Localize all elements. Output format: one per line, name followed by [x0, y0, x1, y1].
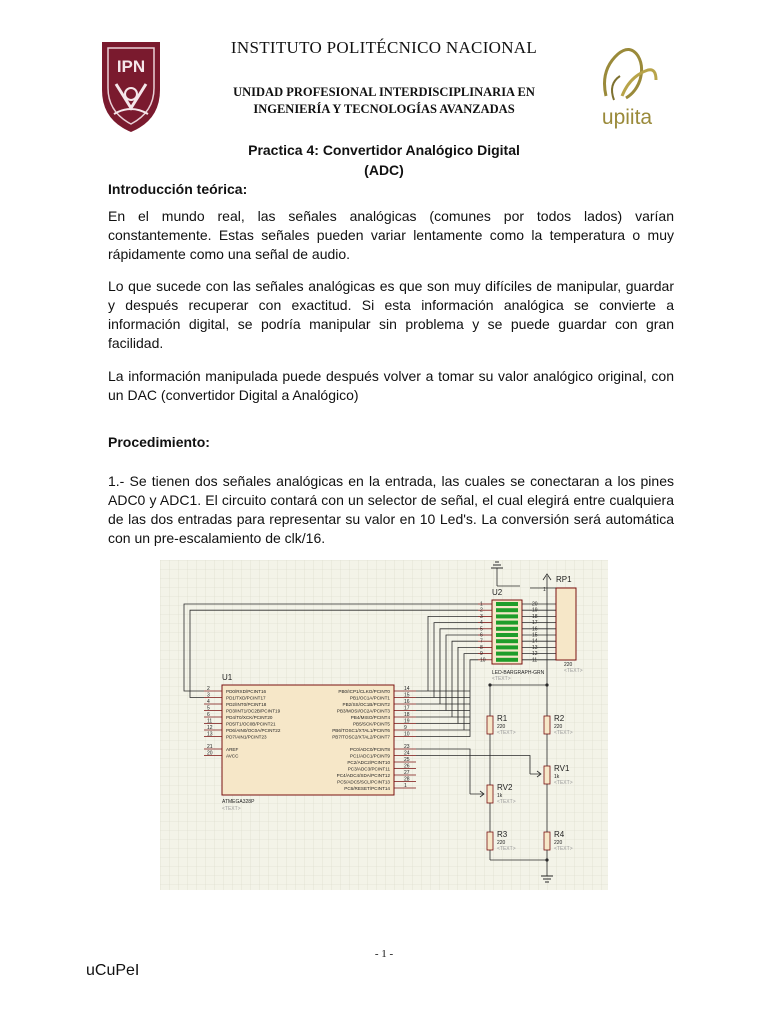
resistor-ref: RV1 — [554, 764, 570, 773]
resistor-value: 1k — [497, 793, 503, 799]
u1-left-pin-num: 21 — [207, 744, 213, 750]
u2-left-pin-num: 2 — [480, 607, 483, 614]
u1-right-pin-num: 9 — [404, 725, 407, 731]
u1-left-pin-num: 5 — [207, 705, 210, 712]
circuit-schematic — [160, 560, 608, 890]
u1-left-pin-name: PD2/INT0/PCINT18 — [226, 702, 267, 707]
resistor-value: 220 — [497, 840, 506, 846]
resistor-ref: R1 — [497, 714, 508, 723]
u2-left-pin-num: 9 — [480, 651, 483, 658]
unit-name-line2: INGENIERÍA Y TECNOLOGÍAS AVANZADAS — [253, 102, 515, 116]
institution-title: INSTITUTO POLITÉCNICO NACIONAL — [230, 38, 538, 57]
u2-right-pin-num: 13 — [532, 644, 538, 651]
u1-right-pin-name: PB3/MOSI/OC2A/PCINT3 — [336, 708, 390, 714]
u1-right-pin-name: PB7/TOSC2/XTAL2/PCINT7 — [332, 734, 390, 740]
u1-right-pin-num: 15 — [404, 692, 410, 699]
u2-right-pin-num: 16 — [532, 626, 538, 633]
u1-right-pin-name: PC1/ADC1/PCINT9 — [349, 753, 390, 759]
u1-left-pin-name: PD4/T0/XCK/PCINT20 — [226, 715, 273, 720]
u2-led-segment — [496, 652, 518, 656]
rp1-value-label: 220 — [564, 662, 573, 668]
u2-part-label: LED-BARGRAPH-GRN — [492, 670, 545, 676]
u2-left-pin-num: 8 — [480, 644, 483, 651]
u1-left-pin-name: PD6/AIN0/OC0A/PCINT22 — [226, 728, 281, 733]
resistor-text-placeholder: <TEXT> — [497, 799, 516, 805]
u1-left-pin-num: 2 — [207, 686, 210, 692]
u1-left-pin-name: PD7/AIN1/PCINT23 — [226, 734, 267, 740]
u1-right-pin-num: 27 — [404, 770, 410, 776]
u2-left-pin-num: 7 — [480, 638, 483, 645]
resistor-body — [544, 766, 550, 784]
resistor-text-placeholder: <TEXT> — [554, 846, 573, 852]
u1-right-pin-name: PB1/OC1A/PCINT1 — [349, 695, 390, 701]
u1-left-pin-name: PD0/RXD/PCINT16 — [226, 689, 267, 694]
u1-left-pin-num: 3 — [207, 692, 210, 699]
rp1-text-placeholder: <TEXT> — [564, 668, 583, 674]
u2-led-segment — [496, 639, 518, 643]
u1-left-pin-num: 11 — [207, 718, 213, 725]
rp1-ref-label: RP1 — [556, 575, 572, 584]
u1-right-pin-num: 17 — [404, 705, 410, 712]
u1-right-pin-name: PB0/ICP1/CLKO/PCINT0 — [338, 689, 390, 694]
wire-junction — [545, 683, 548, 686]
u2-led-segment — [496, 602, 518, 606]
u2-led-segment — [496, 621, 518, 625]
resistor-text-placeholder: <TEXT> — [554, 730, 573, 736]
u1-part-label: ATMEGA328P — [222, 799, 255, 805]
u1-right-pin-name: PB2/SS/OC1B/PCINT2 — [342, 702, 390, 707]
resistor-body — [487, 785, 493, 803]
u1-right-pin-num: 16 — [404, 699, 410, 705]
u2-right-pin-num: 18 — [532, 613, 538, 620]
u2-right-pin-num: 20 — [532, 601, 538, 608]
intro-paragraph-2: Lo que sucede con las señales analógicas es que son muy difíciles de manipular, guardar y después recuperar con exactitud. Si esta información analógica se convierte a información digital, se podría manipular sin problema y se puede guardar con gran facilidad. — [108, 278, 674, 351]
u1-left-pin-num: 12 — [207, 725, 213, 731]
u2-led-segment — [496, 614, 518, 618]
intro-paragraph-1: En el mundo real, las señales analógicas (comunes por todos lados) varían constantemente. Estas señales pueden variar lentamente como la temperatura o muy rápidamente como una señal de audio. — [108, 208, 674, 262]
u1-right-pin-num: 1 — [404, 783, 407, 789]
u1-left-pin-name: PD5/T1/OC0B/PCINT21 — [226, 721, 276, 727]
u2-left-pin-num: 1 — [480, 601, 483, 608]
u1-left-pin-name: AVCC — [226, 753, 239, 759]
unit-name-line1: UNIDAD PROFESIONAL INTERDISCIPLINARIA EN — [233, 85, 535, 99]
resistor-ref: R4 — [554, 830, 565, 839]
u2-right-pin-num: 11 — [532, 657, 538, 664]
resistor-body — [544, 716, 550, 734]
resistor-ref: RV2 — [497, 783, 513, 792]
procedure-step-1: 1.- Se tienen dos señales analógicas en la entrada, las cuales se conectaran a los pines ADC0 y ADC1. El circuito contará con un selector de señal, el cual elegirá entre cualquiera de las dos entradas para representar su valor en 10 Led's. La conversión será automática con un pre-escalamiento de clk/16. — [108, 473, 674, 546]
u1-left-pin-num: 6 — [207, 712, 210, 718]
u1-text-placeholder: <TEXT> — [222, 806, 241, 812]
rp1-pack-body — [556, 588, 576, 660]
u1-left-pin-name: PD1/TXD/PCINT17 — [226, 695, 266, 701]
u1-right-pin-name: PB4/MISO/PCINT4 — [350, 715, 390, 720]
practice-title: Practica 4: Convertidor Analógico Digital — [248, 142, 520, 158]
u2-text-placeholder: <TEXT> — [492, 676, 511, 682]
u1-right-pin-name: PB5/SCK/PCINT5 — [352, 721, 390, 727]
u1-right-pin-name: PC4/ADC4/SDA/PCINT12 — [336, 773, 390, 778]
u2-left-pin-num: 4 — [480, 620, 483, 627]
practice-subtitle: (ADC) — [364, 162, 404, 178]
u2-right-pin-num: 17 — [532, 620, 538, 627]
resistor-text-placeholder: <TEXT> — [554, 780, 573, 786]
u1-right-pin-num: 24 — [404, 750, 410, 757]
ipn-logo-text: IPN — [116, 57, 146, 76]
u2-right-pin-num: 19 — [532, 607, 538, 614]
resistor-value: 220 — [554, 840, 563, 846]
u1-left-pin-num: 13 — [207, 731, 213, 738]
u1-right-pin-num: 19 — [404, 718, 410, 725]
u2-left-pin-num: 6 — [480, 632, 483, 639]
page-number: - 1 - — [374, 948, 394, 960]
u2-led-segment — [496, 627, 518, 631]
u1-ref-label: U1 — [222, 673, 233, 682]
resistor-value: 1k — [554, 774, 560, 780]
u1-right-pin-name: PC5/ADC5/SCL/PCINT13 — [337, 779, 390, 785]
upiita-logo-text: upiita — [601, 106, 653, 129]
u1-right-pin-name: PC6/RESET/PCINT14 — [344, 786, 390, 791]
u1-right-pin-num: 25 — [404, 757, 410, 763]
u2-led-segment — [496, 645, 518, 649]
resistor-body — [487, 832, 493, 850]
u2-right-pin-num: 14 — [532, 638, 538, 645]
resistor-text-placeholder: <TEXT> — [497, 846, 516, 852]
u1-right-pin-num: 10 — [404, 731, 410, 738]
intro-heading: Introducción teórica: — [108, 181, 248, 197]
wire-junction — [488, 683, 491, 686]
u1-right-pin-num: 18 — [404, 712, 410, 718]
u1-right-pin-name: PC3/ADC3/PCINT11 — [347, 766, 390, 772]
u1-right-pin-name: PC2/ADC2/PCINT10 — [347, 760, 390, 765]
resistor-value: 220 — [497, 724, 506, 730]
u2-left-pin-num: 5 — [480, 626, 483, 633]
u2-right-pin-num: 12 — [532, 651, 538, 658]
resistor-text-placeholder: <TEXT> — [497, 730, 516, 736]
procedure-heading: Procedimiento: — [108, 434, 210, 450]
u2-left-pin-num: 3 — [480, 613, 483, 620]
rp1-pin-1: 1 — [543, 587, 546, 593]
u2-right-pin-num: 15 — [532, 632, 538, 639]
u1-right-pin-num: 14 — [404, 686, 410, 692]
u1-right-pin-name: PC0/ADC0/PCINT8 — [349, 747, 390, 752]
footer-brand: uCuPeI — [86, 962, 140, 979]
resistor-body — [487, 716, 493, 734]
resistor-body — [544, 832, 550, 850]
u1-left-pin-num: 20 — [207, 750, 213, 757]
u1-left-pin-num: 4 — [207, 699, 210, 705]
u1-right-pin-num: 26 — [404, 763, 410, 770]
u2-led-segment — [496, 608, 518, 612]
u1-right-pin-num: 23 — [404, 744, 410, 750]
u1-left-pin-name: PD3/INT1/OC2B/PCINT19 — [226, 708, 281, 714]
u1-left-pin-name: AREF — [226, 747, 239, 752]
u1-right-pin-name: PB6/TOSC1/XTAL1/PCINT6 — [332, 728, 390, 733]
resistor-ref: R3 — [497, 830, 508, 839]
resistor-value: 220 — [554, 724, 563, 730]
intro-paragraph-3: La información manipulada puede después volver a tomar su valor analógico original, con un DAC (convertidor Digital a Analógico) — [108, 368, 674, 403]
u2-left-pin-num: 10 — [480, 657, 486, 664]
resistor-ref: R2 — [554, 714, 565, 723]
u2-led-segment — [496, 658, 518, 662]
u1-right-pin-num: 28 — [404, 776, 410, 783]
u2-ref-label: U2 — [492, 588, 503, 597]
u2-led-segment — [496, 633, 518, 637]
